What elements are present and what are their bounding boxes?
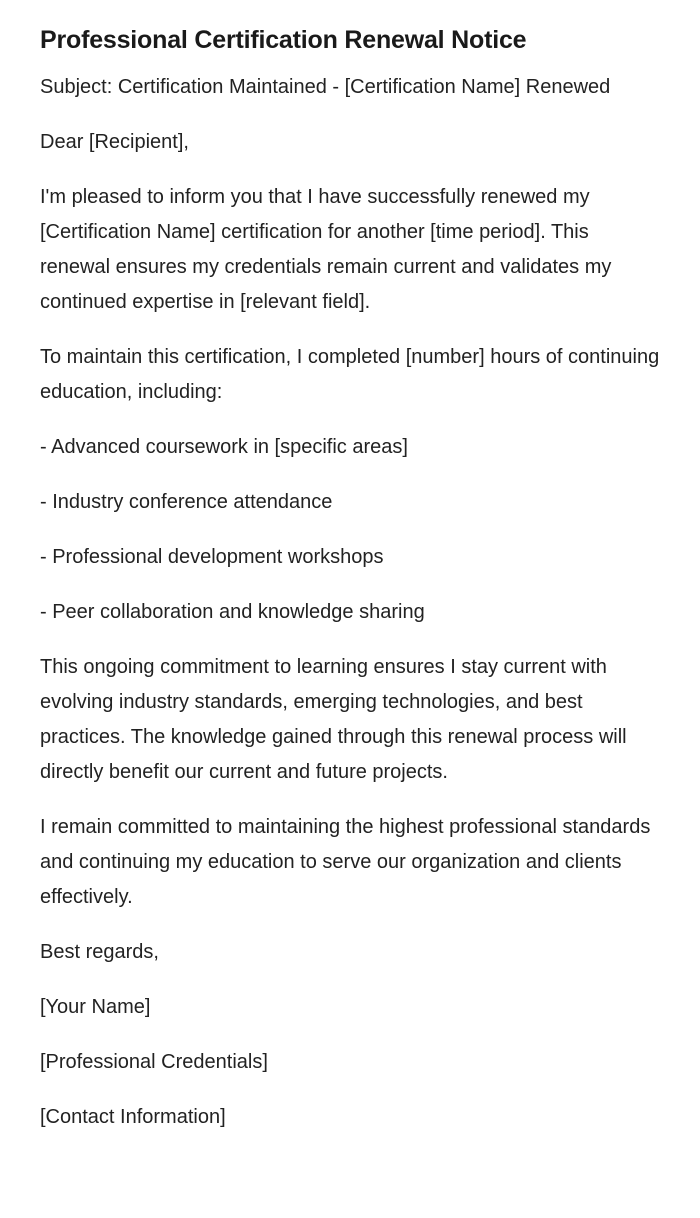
body-paragraph-4: I remain committed to maintaining the highest professional standards and continuing my education to serve our organization and clients effectively.: [40, 816, 651, 908]
body-paragraph-2: To maintain this certification, I completed [number] hours of continuing education, including:: [40, 346, 660, 403]
body-paragraph-3: This ongoing commitment to learning ensures I stay current with evolving industry standards, emerging technologies, and best practices. The knowledge gained through this renewal process will directly benefit our current and future projects.: [40, 656, 627, 783]
signature-credentials: [Professional Credentials]: [40, 1051, 268, 1073]
list-item: - Advanced coursework in [specific areas]: [40, 436, 408, 458]
body-paragraph-1: I'm pleased to inform you that I have successfully renewed my [Certification Name] certification for another [time period]. This renewal ensures my credentials remain current and validates my continued expertise in [relevant field].: [40, 186, 612, 313]
list-item: - Industry conference attendance: [40, 491, 333, 513]
closing: Best regards,: [40, 941, 159, 963]
subject-line: Subject: Certification Maintained - [Certification Name] Renewed: [40, 76, 611, 98]
greeting: Dear [Recipient],: [40, 131, 189, 153]
document-title: Professional Certification Renewal Notice: [40, 26, 527, 54]
list-item: - Peer collaboration and knowledge sharing: [40, 601, 425, 623]
list-item: - Professional development workshops: [40, 546, 384, 568]
signature-contact: [Contact Information]: [40, 1106, 226, 1128]
signature-name: [Your Name]: [40, 996, 151, 1018]
